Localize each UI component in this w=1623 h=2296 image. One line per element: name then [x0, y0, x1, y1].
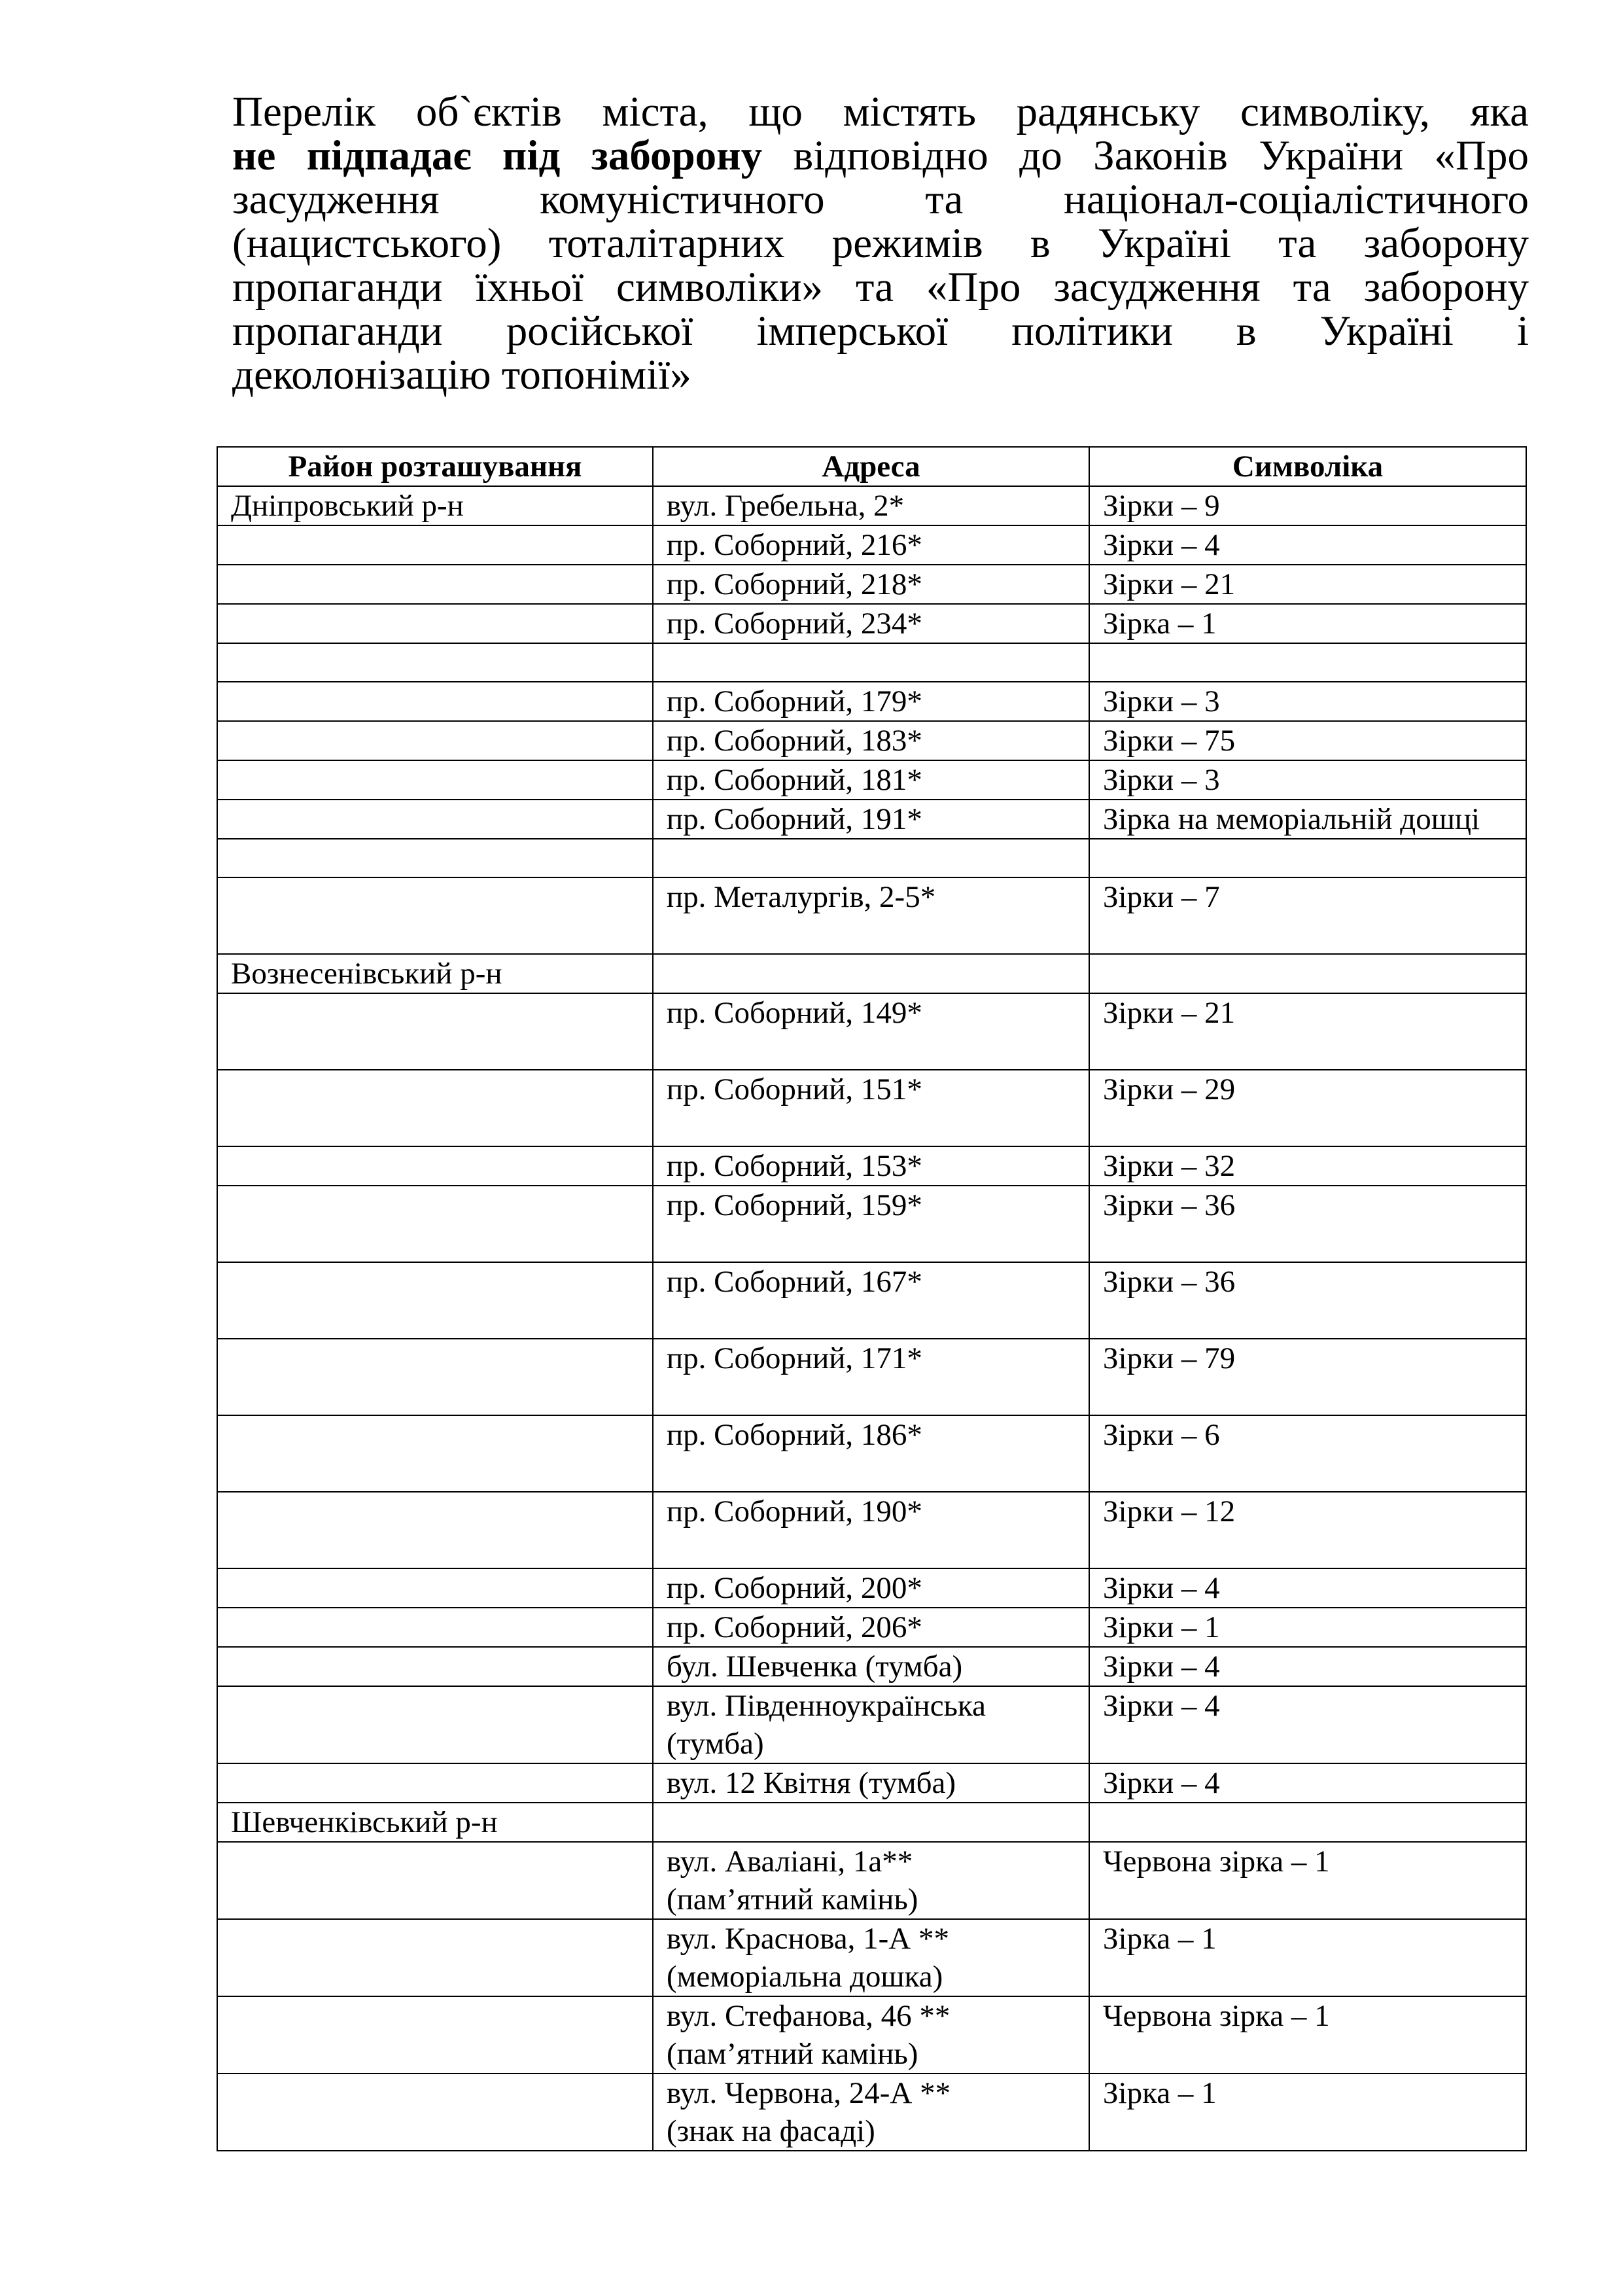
cell-district	[217, 760, 653, 800]
cell-address	[653, 1146, 1089, 1186]
cell-district	[217, 643, 653, 682]
cell-address	[653, 1919, 1089, 1996]
cell-address	[653, 1842, 1089, 1919]
cell-district	[217, 565, 653, 604]
cell-address	[653, 1686, 1089, 1763]
cell-symbolism: Зірки – 1	[1089, 1608, 1526, 1647]
address-line: бул. Шевченка (тумба)	[667, 1650, 963, 1684]
cell-address	[653, 877, 1089, 954]
cell-district	[217, 604, 653, 643]
cell-address	[653, 1186, 1089, 1262]
address-line: пр. Соборний, 167*	[667, 1265, 922, 1299]
table-row	[217, 1186, 1526, 1262]
header-district: Район розташування	[217, 447, 653, 486]
document-heading	[232, 90, 1529, 397]
address-line: пр. Соборний, 186*	[667, 1418, 922, 1452]
address-line: пр. Соборний, 149*	[667, 996, 922, 1030]
heading-line	[232, 90, 1529, 134]
heading-text: (нацистського) тоталітарних режимів в Україні та заборону	[232, 220, 1529, 267]
address-line: вул. Аваліані, 1а**	[667, 1845, 913, 1879]
table-row	[217, 604, 1526, 643]
address-line: вул. Гребельна, 2*	[667, 489, 905, 523]
cell-symbolism: Зірки – 9	[1089, 486, 1526, 525]
cell-symbolism: Зірки – 3	[1089, 760, 1526, 800]
cell-symbolism	[1089, 839, 1526, 877]
cell-address	[653, 1262, 1089, 1339]
cell-symbolism: Зірки – 29	[1089, 1070, 1526, 1146]
cell-address	[653, 1070, 1089, 1146]
cell-symbolism: Червона зірка – 1	[1089, 1996, 1526, 2074]
cell-district	[217, 525, 653, 565]
heading-text: деколонізацію топонімії»	[232, 351, 691, 398]
address-line: пр. Соборний, 181*	[667, 763, 922, 797]
address-line: пр. Соборний, 191*	[667, 802, 922, 836]
cell-symbolism: Зірки – 36	[1089, 1262, 1526, 1339]
cell-symbolism: Зірки – 32	[1089, 1146, 1526, 1186]
table-row	[217, 2074, 1526, 2151]
cell-district: Вознесенівський р-н	[217, 954, 653, 993]
cell-address	[653, 800, 1089, 839]
cell-symbolism: Зірки – 4	[1089, 1763, 1526, 1803]
cell-symbolism: Зірки – 7	[1089, 877, 1526, 954]
cell-symbolism	[1089, 1803, 1526, 1842]
address-line: (пам’ятний камінь)	[667, 2037, 918, 2071]
table-row	[217, 525, 1526, 565]
cell-address	[653, 721, 1089, 760]
table-row	[217, 1996, 1526, 2074]
cell-symbolism: Зірки – 21	[1089, 565, 1526, 604]
table-row	[217, 1647, 1526, 1686]
header-symbolism: Символіка	[1089, 447, 1526, 486]
cell-district	[217, 1146, 653, 1186]
address-line: пр. Соборний, 171*	[667, 1341, 922, 1375]
heading-text: пропаганди російської імперської політики в Україні і	[232, 308, 1529, 355]
address-line: (пам’ятний камінь)	[667, 1882, 918, 1916]
address-line: пр. Соборний, 190*	[667, 1494, 922, 1528]
cell-symbolism: Зірки – 4	[1089, 1647, 1526, 1686]
cell-symbolism: Зірки – 4	[1089, 1686, 1526, 1763]
table-row	[217, 643, 1526, 682]
cell-address	[653, 1415, 1089, 1492]
heading-bold-text: не підпадає під заборону	[232, 132, 763, 179]
address-line: вул. Краснова, 1-А **	[667, 1922, 949, 1956]
table-row	[217, 839, 1526, 877]
cell-district: Дніпровський р-н	[217, 486, 653, 525]
cell-address	[653, 604, 1089, 643]
cell-district	[217, 1415, 653, 1492]
address-line: пр. Соборний, 151*	[667, 1072, 922, 1106]
cell-district	[217, 682, 653, 721]
cell-district	[217, 877, 653, 954]
cell-address	[653, 1608, 1089, 1647]
address-line: вул. Стефанова, 46 **	[667, 1999, 951, 2033]
address-line: вул. Червона, 24-А **	[667, 2076, 951, 2110]
heading-line	[232, 222, 1529, 266]
table-row	[217, 877, 1526, 954]
cell-symbolism: Зірка на меморіальній дошці	[1089, 800, 1526, 839]
cell-symbolism: Червона зірка – 1	[1089, 1842, 1526, 1919]
table-row	[217, 1686, 1526, 1763]
cell-district	[217, 1186, 653, 1262]
cell-district	[217, 800, 653, 839]
table-row	[217, 1146, 1526, 1186]
cell-district: Шевченківський р-н	[217, 1803, 653, 1842]
cell-district	[217, 2074, 653, 2151]
cell-address	[653, 682, 1089, 721]
table-row	[217, 682, 1526, 721]
address-line: пр. Соборний, 159*	[667, 1188, 922, 1222]
table-row	[217, 954, 1526, 993]
cell-address	[653, 1996, 1089, 2074]
cell-symbolism: Зірки – 36	[1089, 1186, 1526, 1262]
address-line: (меморіальна дошка)	[667, 1960, 943, 1994]
table-row	[217, 1568, 1526, 1608]
cell-symbolism: Зірки – 4	[1089, 1568, 1526, 1608]
heading-text: Перелік об`єктів міста, що містять радянську символіку, яка	[232, 88, 1529, 135]
cell-district	[217, 1686, 653, 1763]
table-row	[217, 1803, 1526, 1842]
heading-text: пропаганди їхньої символіки» та «Про засудження та заборону	[232, 264, 1529, 311]
cell-address	[653, 1492, 1089, 1568]
table-row	[217, 1608, 1526, 1647]
cell-address	[653, 525, 1089, 565]
cell-symbolism: Зірки – 75	[1089, 721, 1526, 760]
address-line: (тумба)	[667, 1727, 764, 1761]
cell-symbolism	[1089, 643, 1526, 682]
heading-line	[232, 134, 1529, 178]
cell-address	[653, 760, 1089, 800]
table-row	[217, 1763, 1526, 1803]
table-row	[217, 1919, 1526, 1996]
cell-address	[653, 1647, 1089, 1686]
table-row	[217, 760, 1526, 800]
table-row	[217, 565, 1526, 604]
table-body	[217, 486, 1526, 2151]
cell-symbolism: Зірки – 21	[1089, 993, 1526, 1070]
address-line: пр. Соборний, 234*	[667, 607, 922, 641]
address-line: вул. 12 Квітня (тумба)	[667, 1766, 956, 1800]
table-row	[217, 721, 1526, 760]
cell-address	[653, 839, 1089, 877]
cell-district	[217, 1492, 653, 1568]
cell-symbolism: Зірка – 1	[1089, 604, 1526, 643]
table-row	[217, 1415, 1526, 1492]
cell-district	[217, 1568, 653, 1608]
cell-address	[653, 1763, 1089, 1803]
cell-symbolism: Зірки – 6	[1089, 1415, 1526, 1492]
table-row	[217, 486, 1526, 525]
cell-address	[653, 2074, 1089, 2151]
address-line: пр. Соборний, 200*	[667, 1571, 922, 1605]
cell-address	[653, 565, 1089, 604]
cell-district	[217, 1262, 653, 1339]
heading-text: засудження комуністичного та націонал-соціалістичного	[232, 176, 1529, 223]
cell-symbolism: Зірка – 1	[1089, 2074, 1526, 2151]
cell-symbolism: Зірки – 12	[1089, 1492, 1526, 1568]
cell-district	[217, 1608, 653, 1647]
objects-table	[217, 446, 1527, 2151]
cell-address	[653, 1803, 1089, 1842]
cell-district	[217, 1996, 653, 2074]
cell-district	[217, 1842, 653, 1919]
cell-address	[653, 486, 1089, 525]
address-line: пр. Соборний, 183*	[667, 724, 922, 758]
cell-address	[653, 993, 1089, 1070]
cell-symbolism	[1089, 954, 1526, 993]
table-row	[217, 800, 1526, 839]
heading-text: відповідно до Законів України «Про	[762, 132, 1529, 179]
header-address: Адреса	[653, 447, 1089, 486]
cell-symbolism: Зірки – 3	[1089, 682, 1526, 721]
table-row	[217, 1070, 1526, 1146]
heading-line	[232, 309, 1529, 353]
address-line: пр. Соборний, 216*	[667, 528, 922, 562]
cell-district	[217, 839, 653, 877]
table-header-row	[217, 447, 1526, 486]
table-row	[217, 1339, 1526, 1415]
address-line: пр. Металургів, 2-5*	[667, 880, 936, 914]
address-line: (знак на фасаді)	[667, 2114, 875, 2148]
address-line: пр. Соборний, 153*	[667, 1149, 922, 1183]
cell-address	[653, 1339, 1089, 1415]
cell-symbolism: Зірки – 4	[1089, 525, 1526, 565]
heading-line	[232, 353, 1529, 397]
table-row	[217, 1492, 1526, 1568]
address-line: пр. Соборний, 218*	[667, 567, 922, 601]
cell-symbolism: Зірка – 1	[1089, 1919, 1526, 1996]
cell-district	[217, 993, 653, 1070]
cell-address	[653, 1568, 1089, 1608]
address-line: вул. Південноукраїнська	[667, 1689, 986, 1723]
table-row	[217, 1262, 1526, 1339]
address-line: пр. Соборний, 179*	[667, 684, 922, 718]
cell-district	[217, 1919, 653, 1996]
cell-address	[653, 954, 1089, 993]
table-row	[217, 1842, 1526, 1919]
address-line: пр. Соборний, 206*	[667, 1610, 922, 1644]
cell-district	[217, 1763, 653, 1803]
heading-line	[232, 266, 1529, 309]
cell-district	[217, 1647, 653, 1686]
table-row	[217, 993, 1526, 1070]
cell-symbolism: Зірки – 79	[1089, 1339, 1526, 1415]
cell-address	[653, 643, 1089, 682]
cell-district	[217, 1070, 653, 1146]
cell-district	[217, 721, 653, 760]
heading-line	[232, 178, 1529, 222]
cell-district	[217, 1339, 653, 1415]
